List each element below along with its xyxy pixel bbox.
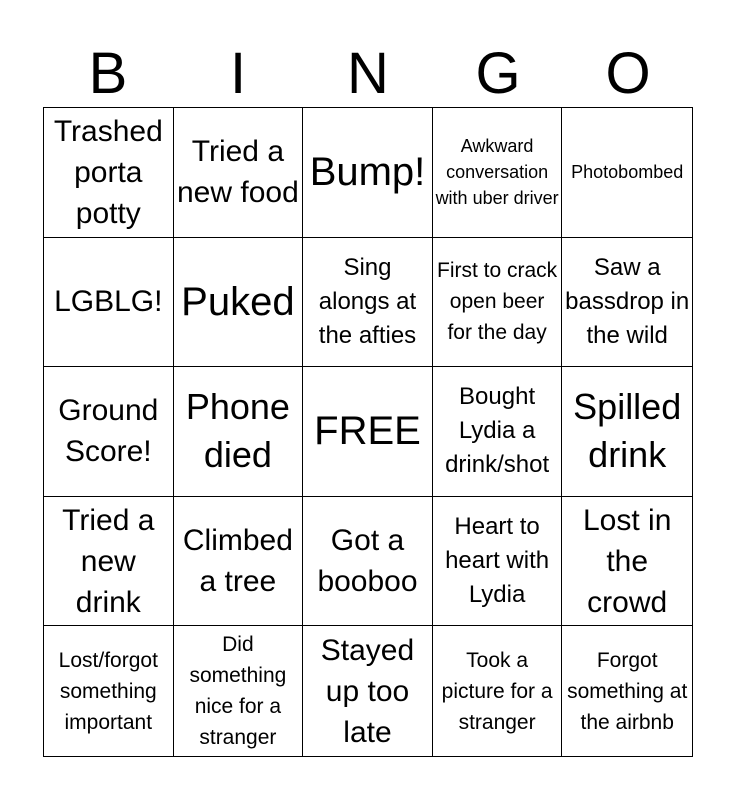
header-letter-n: N [347,41,389,106]
bingo-cell[interactable] [433,238,563,368]
bingo-cell-label: Phone died [185,386,290,476]
bingo-cell-label: Climbed a tree [182,524,293,599]
bingo-cell[interactable] [562,108,692,238]
bingo-cell-label: LGBLG! [54,285,163,319]
header-letter-i: I [229,41,247,106]
bingo-cell[interactable] [562,626,692,756]
bingo-cell-label: Bought Lydia a drink/shot [445,383,550,479]
bingo-cell[interactable] [562,367,692,497]
bingo-cell[interactable] [303,367,433,497]
bingo-cell[interactable] [44,626,174,756]
bingo-cell-label: Lost in the crowd [583,503,672,619]
bingo-cell-label: Stayed up too late [320,633,415,749]
bingo-cell-label: Tried a new food [177,135,299,210]
header-letter-o: O [605,41,651,106]
bingo-cell-label: Lost/forgot something important [58,648,158,734]
bingo-cell-label: FREE [314,409,421,454]
bingo-cell[interactable] [433,108,563,238]
bingo-cell-label: Awkward conversation with uber driver [435,136,559,209]
bingo-cell-label: Took a picture for a stranger [441,648,553,734]
bingo-cell[interactable] [44,367,174,497]
bingo-cell-label: Saw a bassdrop in the wild [565,253,690,349]
bingo-cell-label: Heart to heart with Lydia [445,513,550,609]
bingo-cell[interactable] [174,367,304,497]
bingo-cell[interactable] [174,497,304,627]
bingo-cell-label: Spilled drink [573,386,682,476]
bingo-cell-label: Forgot something at the airbnb [567,648,688,734]
bingo-cell[interactable] [174,108,304,238]
bingo-cell-label: Did something nice for a stranger [189,633,287,750]
bingo-cell-label: Sing alongs at the afties [318,253,417,349]
bingo-cell[interactable] [433,497,563,627]
bingo-cell[interactable] [44,108,174,238]
bingo-cell-label: Photobombed [571,162,684,183]
bingo-cell-label: Ground Score! [58,394,159,469]
header-letter-b: B [88,41,128,106]
bingo-cell[interactable] [433,367,563,497]
bingo-header [43,40,693,108]
bingo-cell[interactable] [562,238,692,368]
bingo-cell-label: First to crack open beer for the day [437,259,558,345]
bingo-cell[interactable] [44,497,174,627]
header-letter-g: G [475,41,521,106]
bingo-cell[interactable] [44,238,174,368]
bingo-cell[interactable] [174,238,304,368]
bingo-board [43,107,693,757]
bingo-cell-label: Tried a new drink [62,503,155,619]
bingo-cell[interactable] [303,626,433,756]
bingo-cell[interactable] [174,626,304,756]
bingo-cell[interactable] [303,238,433,368]
bingo-cell[interactable] [303,497,433,627]
bingo-cell-label: Bump! [309,150,426,195]
bingo-cell-label: Got a booboo [317,524,418,599]
bingo-cell-label: Trashed porta potty [53,114,163,230]
bingo-cell[interactable] [562,497,692,627]
bingo-cell[interactable] [433,626,563,756]
bingo-cell-label: Puked [181,279,295,324]
bingo-cell[interactable] [303,108,433,238]
